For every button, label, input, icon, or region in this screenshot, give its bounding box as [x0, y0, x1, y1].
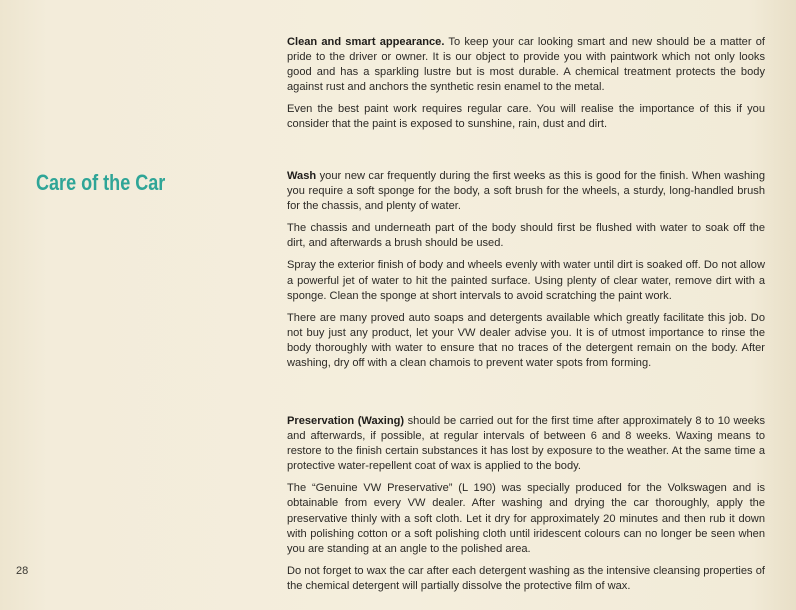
wash-lead: Wash — [287, 170, 317, 182]
preservation-lead: Preservation (Waxing) — [287, 415, 405, 427]
wash-section — [287, 169, 765, 378]
wash-paragraph-2: The chassis and underneath part of the body should first be flushed with water to soak off the dirt, and afterwards a brush should be used. — [287, 222, 765, 250]
wash-paragraph-3: Spray the exterior finish of body and wheels evenly with water until dirt is soaked off. Do not allow a powerful jet of water to hit the painted surface. Using plenty of clear water, remove dirt with a sponge. Clean the sponge at short intervals to avoid scratching the paint work. — [287, 259, 765, 302]
wash-paragraph-4: There are many proved auto soaps and detergents available which greatly facilitate this job. Do not buy just any product, let your VW dealer advise you. It is of utmost importance to rinse the body thoroughly with water to ensure that no traces of the detergent remain on the body. After washing, dry off with a clean chamois to prevent water spots from forming. — [287, 311, 765, 370]
section-title: Care of the Car — [36, 170, 166, 195]
wash-text-1: your new car frequently during the first weeks as this is good for the finish. When washing you require a soft sponge for the body, a soft brush for the wheels, a sturdy, long-handled brush for the chassis, and plenty of water. — [287, 170, 765, 213]
preservation-text-1: should be carried out for the first time after approximately 8 to 10 weeks and afterwards, if possible, at regular intervals of between 6 and 8 weeks. Waxing means to restore to the finish certain substances it has lost by exposure to the weather. At the same time a protective water-repellent coat of wax is applied to the body. — [287, 415, 765, 473]
appearance-paragraph-1 — [287, 35, 765, 95]
appearance-text-1: To keep your car looking smart and new should be a matter of pride to the driver or owner. It is our object to provide you with paintwork which not only looks good and has a sparkling lustre but is most durable. A chemical treatment protects the body against rust and anchors the synthetic resin enamel to the metal. — [287, 36, 765, 94]
page-number: 28 — [16, 565, 29, 577]
preservation-section — [287, 414, 765, 601]
preservation-paragraph-3: Do not forget to wax the car after each detergent washing as the intensive cleansing properties of the chemical detergent will partially dissolve the protective film of wax. — [287, 564, 765, 592]
preservation-paragraph-1 — [287, 414, 765, 474]
appearance-paragraph-2: Even the best paint work requires regular care. You will realise the importance of this if you consider that the paint is exposed to sunshine, rain, dust and dirt. — [287, 103, 765, 131]
appearance-section — [287, 35, 765, 140]
appearance-lead: Clean and smart appearance. — [287, 36, 445, 48]
preservation-paragraph-2: The “Genuine VW Preservative” (L 190) was specially produced for the Volkswagen and is obtainable from every VW dealer. After washing and drying the car thoroughly, apply the preservative thinly with a soft cloth. Let it dry for approximately 20 minutes and then rub it down with polishing cotton or a soft polishing cloth until iridescent colours can no longer be seen when you are standing at an angle to the polished area. — [287, 482, 765, 555]
wash-paragraph-1 — [287, 169, 765, 214]
